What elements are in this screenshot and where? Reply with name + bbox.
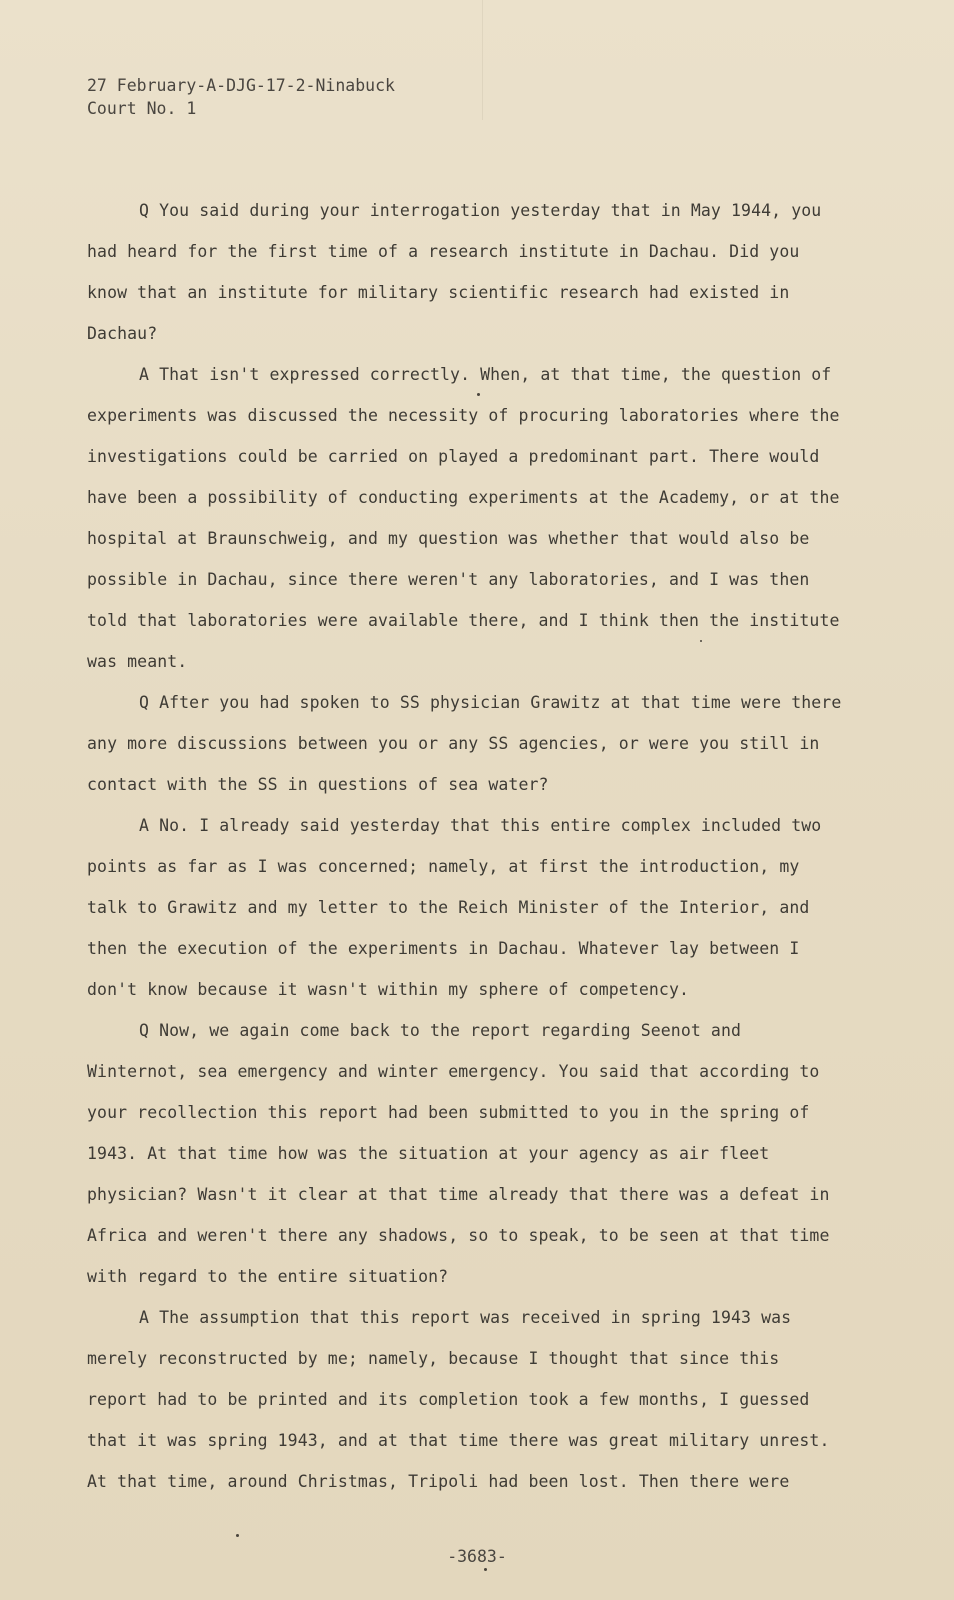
transcript-paragraph: Q After you had spoken to SS physician Grawitz at that time were there any more discussions between you or any SS agencies, or were you still in contact with the SS in questions of sea water? [87, 693, 842, 794]
header-court-line: Court No. 1 [87, 99, 197, 118]
ink-speck [477, 393, 480, 396]
paper-crease [482, 0, 483, 120]
transcript-body [87, 190, 847, 1502]
transcript-paragraph: A No. I already said yesterday that this entire complex included two points as far as I was concerned; namely, at first the introduction, my talk to Grawitz and my letter to the Reich Minister of the Interior, and then the execution of the experiments in Dachau. Whatever lay between I don't know because it wasn't within my sphere of competency. [87, 816, 822, 999]
transcript-paragraph: A That isn't expressed correctly. When, at that time, the question of experiments was discussed the necessity of procuring laboratories where the investigations could be carried on played a predominant part. There would have been a possibility of conducting experiments at the Academy, or at the hospital at Braunschweig, and my question was whether that would also be possible in Dachau, since there weren't any laboratories, and I was then told that laboratories were available there, and I think then the institute was meant. [87, 365, 840, 671]
ink-speck [236, 1534, 239, 1537]
transcript-paragraph: Q Now, we again come back to the report regarding Seenot and Winternot, sea emergency and winter emergency. You said that according to your recollection this report had been submitted to you in the spring of 1943. At that time how was the situation at your agency as air fleet physician? Wasn't it clear at that time already that there was a defeat in Africa and weren't there any shadows, so to speak, to be seen at that time with regard to the entire situation? [87, 1021, 830, 1286]
page-number: -3683- [447, 1547, 507, 1566]
document-header [87, 74, 395, 120]
header-case-line: 27 February-A-DJG-17-2-Ninabuck [87, 76, 395, 95]
transcript-paragraph: Q You said during your interrogation yesterday that in May 1944, you had heard for the first time of a research institute in Dachau. Did you know that an institute for military scientific research had existed in Dachau? [87, 201, 822, 343]
ink-speck [484, 1568, 487, 1571]
transcript-paragraph: A The assumption that this report was received in spring 1943 was merely reconstructed by me; namely, because I thought that since this report had to be printed and its completion took a few months, I guessed that it was spring 1943, and at that time there was great military unrest. At that time, around Christmas, Tripoli had been lost. Then there were [87, 1308, 830, 1491]
ink-speck [700, 640, 702, 642]
